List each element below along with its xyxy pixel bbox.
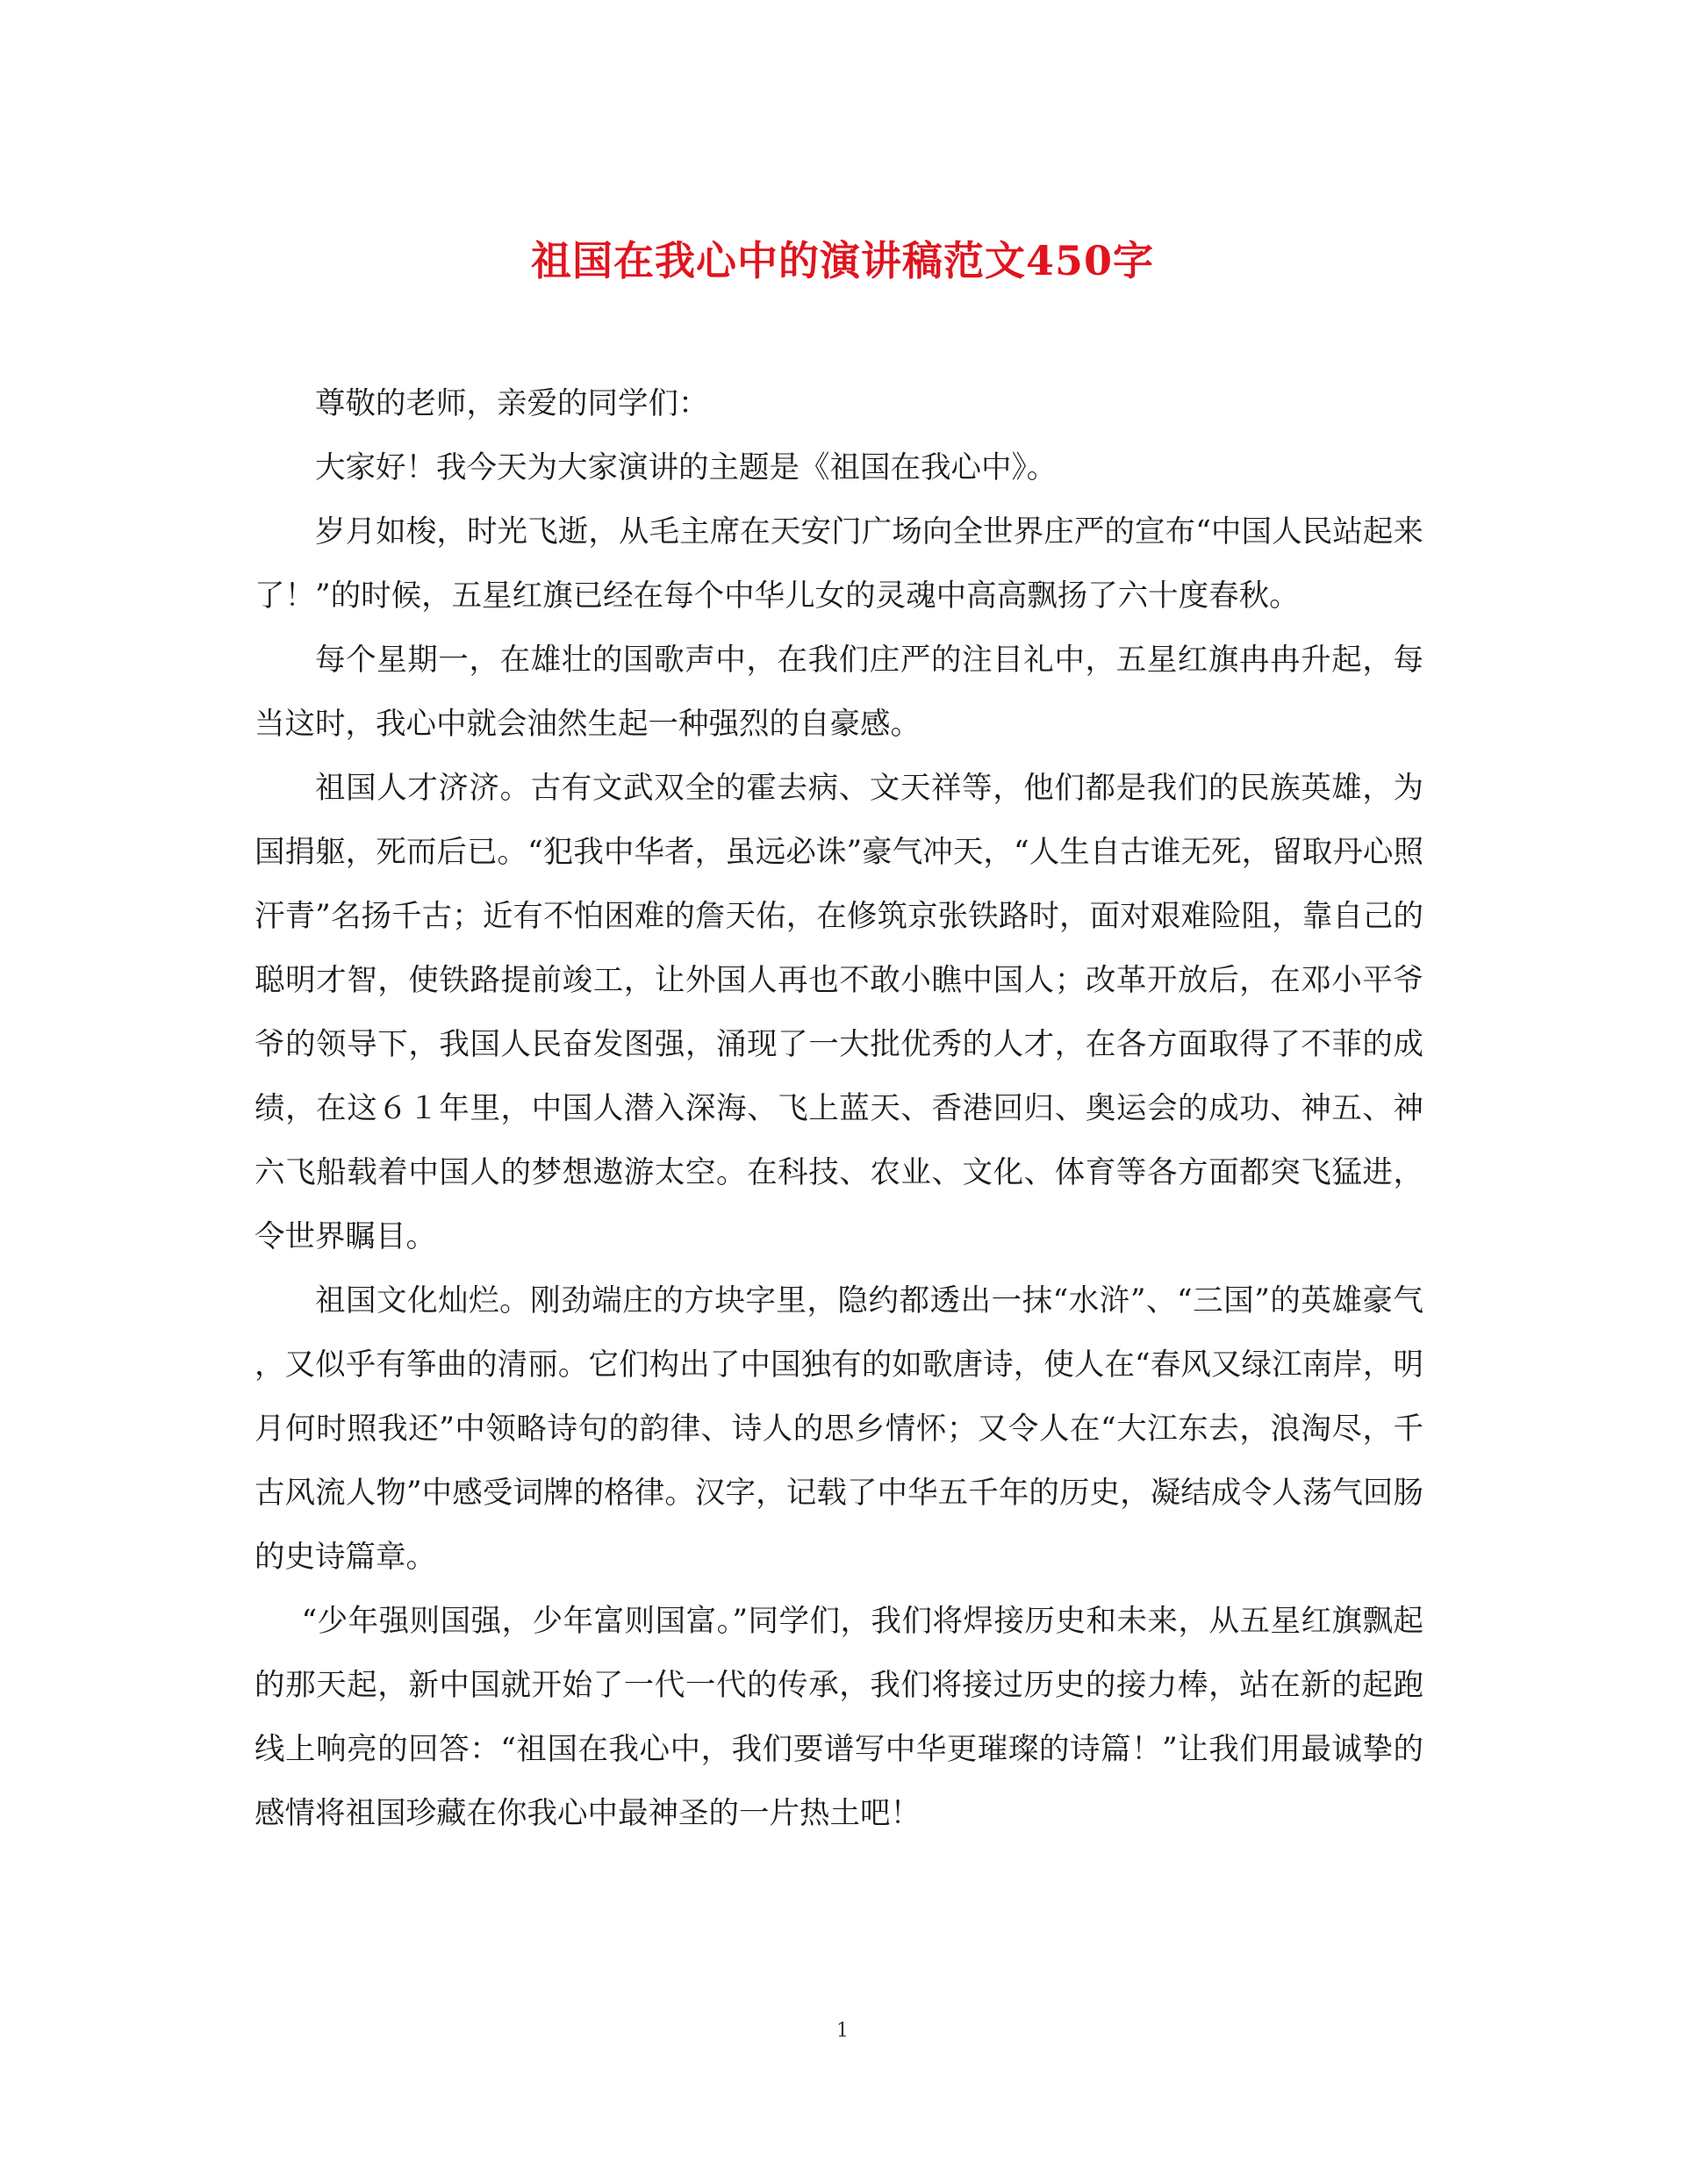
paragraph-flag-raising: 每个星期一，在雄壮的国歌声中，在我们庄严的注目礼中，五星红旗冉冉升起，每当这时，我心中就会油然生起一种强烈的自豪感。 [255,643,1423,742]
document-title: 祖国在我心中的演讲稿范文450字 [530,237,1155,284]
paragraph-greeting: 大家好！我今天为大家演讲的主题是《祖国在我心中》。 [315,450,1058,485]
paragraph-salutation: 尊敬的老师，亲爱的同学们： [315,386,709,421]
page-number: 1 [836,2020,849,2042]
paragraph-conclusion: “少年强则国强，少年富则国富。”同学们，我们将焊接历史和未来，从五星红旗飘起的那天起，新中国就开始了一代一代的传承，我们将接过历史的接力棒，站在新的起跑线上响亮的回答：“祖国在我心中，我们要谱写中华更璀璨的诗篇！”让我们用最诚挚的感情将祖国珍藏在你我心中最神圣的一片热土吧！ [255,1604,1423,1831]
document-body [255,372,1423,1846]
paragraph-culture: 祖国文化灿烂。刚劲端庄的方块字里，隐约都透出一抹“水浒”、“三国”的英雄豪气，又似乎有筝曲的清丽。它们构出了中国独有的如歌唐诗，使人在“春风又绿江南岸，明月何时照我还”中领略诗句的韵律、诗人的思乡情怀；又令人在“大江东去，浪淘尽，千古风流人物”中感受词牌的格律。汉字，记载了中华五千年的历史，凝结成令人荡气回肠的史诗篇章。 [255,1283,1423,1575]
paragraph-talents: 祖国人才济济。古有文武双全的霍去病、文天祥等，他们都是我们的民族英雄，为国捐躯，死而后已。“犯我中华者，虽远必诛”豪气冲天，“人生自古谁无死，留取丹心照汗青”名扬千古；近有不怕困难的詹天佑，在修筑京张铁路时，面对艰难险阻，靠自己的聪明才智，使铁路提前竣工，让外国人再也不敢小瞧中国人；改革开放后，在邓小平爷爷的领导下，我国人民奋发图强，涌现了一大批优秀的人才，在各方面取得了不菲的成绩，在这６１年里，中国人潜入深海、飞上蓝天、香港回归、奥运会的成功、神五、神六飞船载着中国人的梦想遨游太空。在科技、农业、文化、体育等各方面都突飞猛进，令世界瞩目。 [255,771,1423,1254]
paragraph-time-flies: 岁月如梭，时光飞逝，从毛主席在天安门广场向全世界庄严的宣布“中国人民站起来了！”的时候，五星红旗已经在每个中华儿女的灵魂中高高飘扬了六十度春秋。 [255,514,1423,614]
